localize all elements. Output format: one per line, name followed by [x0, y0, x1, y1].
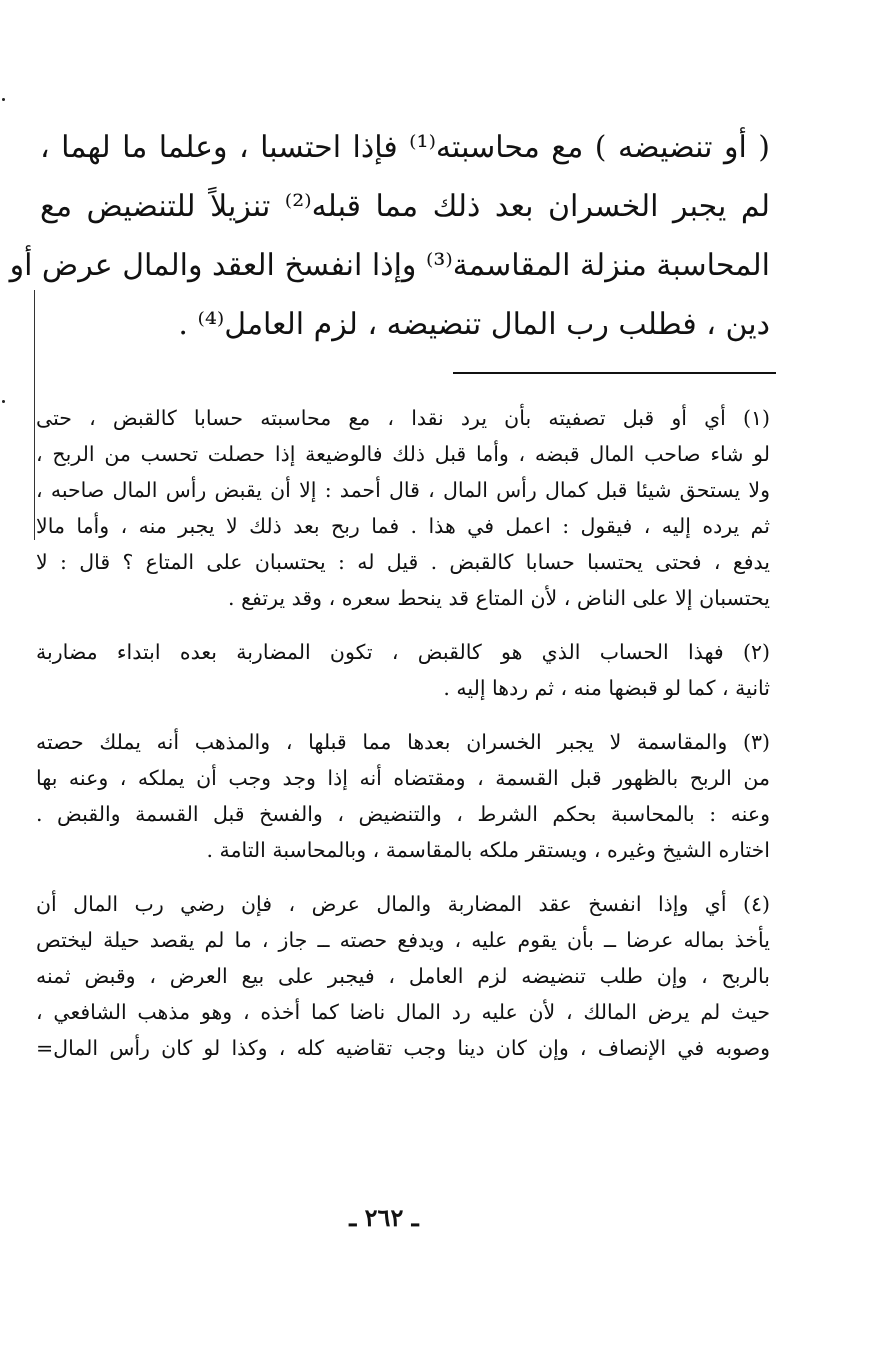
footnote-line: وعنه : بالمحاسبة بحكم الشرط ، والتنضيض ، والفسخ قبل القسمة والقبض .: [36, 802, 770, 826]
scan-mark-top: [2, 98, 5, 101]
footnote-line: يدفع ، فحتى يحتسبا حسابا كالقبض . قيل له : يحتسبان على المتاع ؟ قال : لا: [36, 550, 770, 574]
footnote-line: (٤) أي وإذا انفسخ عقد المضاربة والمال عرض ، فإن رضي رب المال أن: [36, 892, 770, 916]
footnote-line: (٣) والمقاسمة لا يجبر الخسران بعدها مما قبلها ، والمذهب أنه يملك حصته: [36, 730, 770, 754]
main-text-line: دين ، فطلب رب المال تنضيضه ، لزم العامل⁽⁴⁾ .: [178, 307, 770, 342]
footnotes-section: [36, 400, 770, 1084]
margin-rule: [34, 290, 35, 540]
footnote-3: [36, 724, 770, 868]
footnote-line: بالربح ، وإن طلب تنضيضه لزم العامل ، فيجبر على بيع العرض ، وقبض ثمنه: [36, 964, 770, 988]
footnote-4: [36, 886, 770, 1066]
footnote-separator: [453, 372, 776, 374]
footnote-line: ثم يرده إليه ، فيقول : اعمل في هذا . فما ربح بعد ذلك لا يجبر منه ، وأما مالا: [36, 514, 770, 538]
main-text-block: [9, 118, 770, 354]
main-text-line: ( أو تنضيضه ) مع محاسبته⁽¹⁾ فإذا احتسبا ، وعلما ما لهما ،: [40, 130, 770, 165]
footnote-line: (٢) فهذا الحساب الذي هو كالقبض ، تكون المضاربة بعده ابتداء مضاربة: [36, 640, 770, 664]
scan-mark-middle: [2, 400, 5, 403]
footnote-line: وصوبه في الإنصاف ، وإن كان دينا وجب تقاضيه كله ، وكذا لو كان رأس المال=: [36, 1036, 770, 1060]
footnote-line: من الربح بالظهور قبل القسمة ، ومقتضاه أنه إذا وجد وجب أن يملكه ، وعنه بها: [36, 766, 770, 790]
footnote-line: اختاره الشيخ وغيره ، ويستقر ملكه بالمقاسمة ، وبالمحاسبة التامة .: [206, 838, 770, 862]
footnote-line: حيث لم يرض المالك ، لأن عليه رد المال ناضا كما أخذه ، وهو مذهب الشافعي ،: [36, 1000, 770, 1024]
main-text-line: المحاسبة منزلة المقاسمة⁽³⁾ وإذا انفسخ العقد والمال عرض أو: [9, 248, 770, 283]
footnote-line: لو شاء صاحب المال قبضه ، وأما قبل ذلك فالوضيعة إذا حصلت تحسب من الربح ،: [36, 442, 770, 466]
footnote-line: ثانية ، كما لو قبضها منه ، ثم ردها إليه .: [443, 676, 770, 700]
footnote-2: [36, 634, 770, 706]
page-number: ـ ٢٦٢ ـ: [349, 1203, 419, 1232]
main-text-line: لم يجبر الخسران بعد ذلك مما قبله⁽²⁾ تنزيلاً للتنضيض مع: [40, 189, 770, 224]
footnote-1: [36, 400, 770, 616]
footnote-line: ولا يستحق شيئا قبل كمال رأس المال ، قال أحمد : إلا أن يقبض رأس المال صاحبه ،: [36, 478, 770, 502]
footnote-line: يأخذ بماله عرضا ــ بأن يقوم عليه ، ويدفع حصته ــ جاز ، ما لم يقصد حيلة ليختص: [36, 928, 770, 952]
footnote-line: (١) أي أو قبل تصفيته بأن يرد نقدا ، مع محاسبته حسابا كالقبض ، حتى: [36, 406, 770, 430]
footnote-line: يحتسبان إلا على الناض ، لأن المتاع قد ينحط سعره ، وقد يرتفع .: [228, 586, 770, 610]
